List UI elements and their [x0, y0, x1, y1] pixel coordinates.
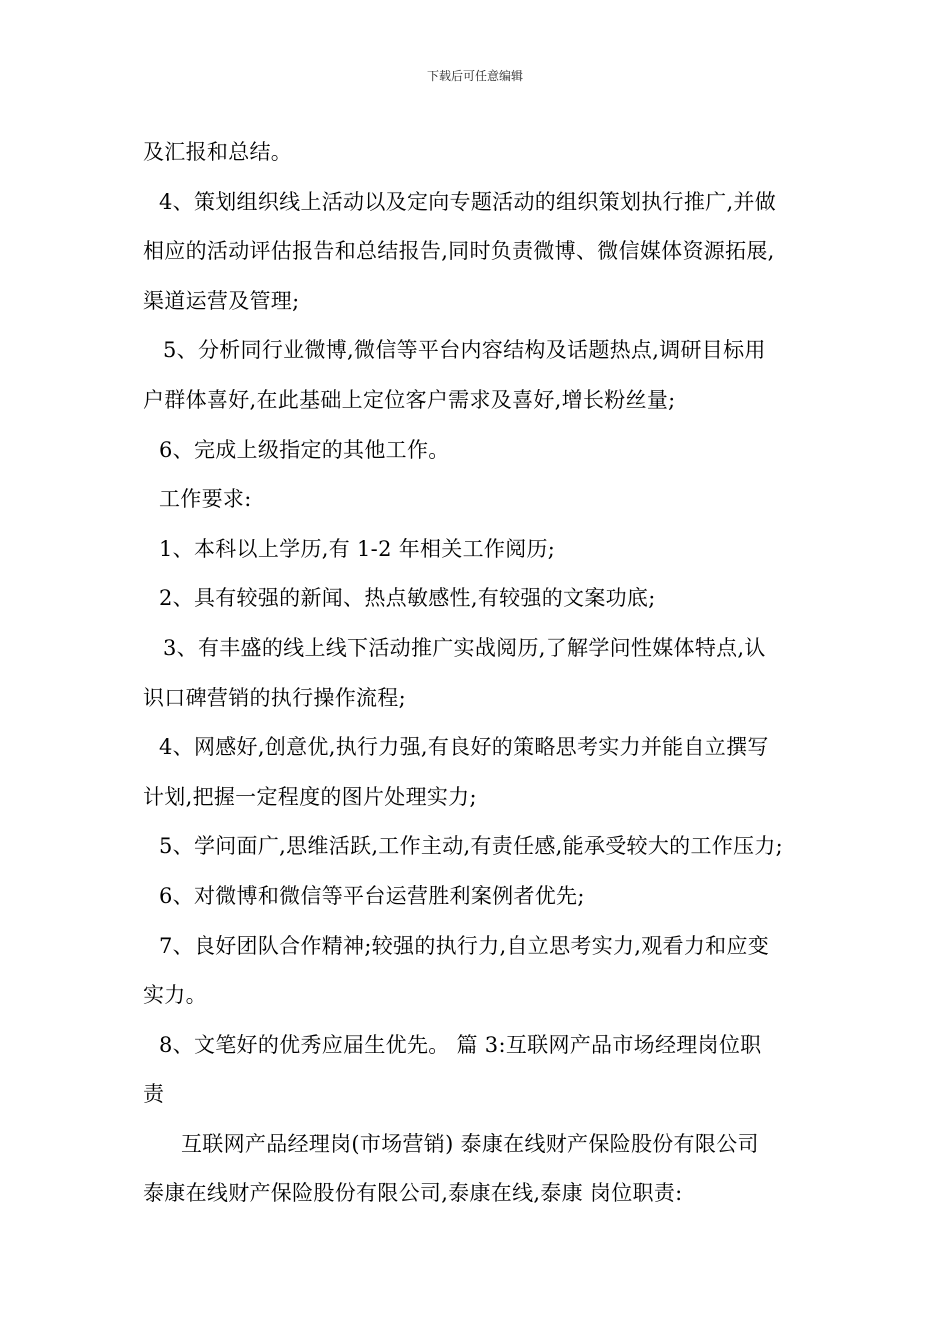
paragraph-line: 户群体喜好,在此基础上定位客户需求及喜好,增长粉丝量; [143, 387, 676, 412]
paragraph-line: 相应的活动评估报告和总结报告,同时负责微博、微信媒体资源拓展, [143, 239, 775, 264]
list-item-line: 1、本科以上学历,有 1-2 年相关工作阅历; [159, 536, 556, 561]
paragraph-line: 计划,把握一定程度的图片处理实力; [143, 784, 477, 809]
page-header: 下载后可任意编辑 [426, 69, 523, 83]
paragraph-line: 责 [143, 1082, 165, 1107]
list-item-line: 5、分析同行业微博,微信等平台内容结构及话题热点,调研目标用 [163, 338, 766, 363]
paragraph-line: 互联网产品经理岗(市场营销) 泰康在线财产保险股份有限公司 [181, 1131, 759, 1156]
paragraph-line: 泰康在线财产保险股份有限公司,泰康在线,泰康 岗位职责: [143, 1181, 683, 1206]
section-heading: 工作要求: [159, 487, 252, 512]
paragraph-line: 识口碑营销的执行操作流程; [143, 685, 406, 710]
list-item-line: 4、网感好,创意优,执行力强,有良好的策略思考实力并能自立撰写 [159, 735, 769, 760]
list-item-line: 8、文笔好的优秀应届生优先。 篇 3:互联网产品市场经理岗位职 [159, 1032, 762, 1057]
document-body [143, 128, 809, 1219]
list-item-line: 6、完成上级指定的其他工作。 [159, 437, 450, 462]
list-item-line: 2、具有较强的新闻、热点敏感性,有较强的文案功底; [159, 586, 656, 611]
paragraph-line: 及汇报和总结。 [143, 140, 293, 164]
list-item-line: 5、学问面广,思维活跃,工作主动,有责任感,能承受较大的工作压力; [159, 834, 784, 859]
paragraph-line: 实力。 [143, 983, 207, 1008]
list-item-line: 3、有丰盛的线上线下活动推广实战阅历,了解学问性媒体特点,认 [163, 635, 766, 660]
list-item-line: 7、良好团队合作精神;较强的执行力,自立思考实力,观看力和应变 [159, 933, 770, 958]
list-item-line: 4、策划组织线上活动以及定向专题活动的组织策划执行推广,并做 [159, 189, 777, 214]
list-item-line: 6、对微博和微信等平台运营胜利案例者优先; [159, 883, 585, 908]
paragraph-line: 渠道运营及管理; [143, 288, 300, 313]
